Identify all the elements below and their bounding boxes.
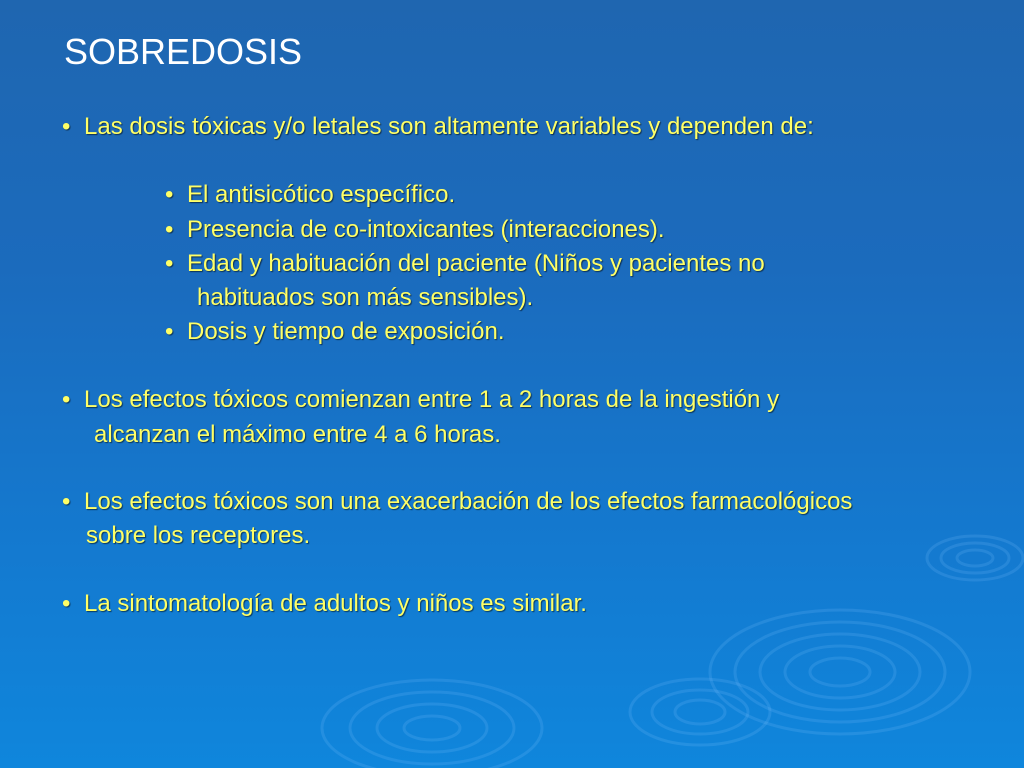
bullet-marker: • (62, 113, 71, 140)
bullet-text: La sintomatología de adultos y niños es similar. (84, 590, 587, 617)
bullet-line (62, 112, 814, 142)
bullet-continuation: alcanzan el máximo entre 4 a 6 horas. (94, 421, 501, 448)
bullet-marker: • (62, 590, 71, 617)
bullet-text: Presencia de co-intoxicantes (interacciones). (187, 216, 665, 243)
sub-bullet-line (165, 249, 765, 279)
slide-title: SOBREDOSIS (64, 31, 303, 72)
bullet-continuation: sobre los receptores. (86, 522, 311, 549)
bullet-marker: • (62, 488, 71, 515)
bullet-continuation: habituados son más sensibles). (197, 284, 534, 311)
bullet-text: Los efectos tóxicos son una exacerbación de los efectos farmacológicos (84, 488, 853, 515)
sub-bullet-line (165, 215, 665, 245)
bullet-marker: • (165, 250, 174, 277)
bullet-line (62, 487, 852, 517)
bullet-text: Las dosis tóxicas y/o letales son altamente variables y dependen de: (84, 113, 814, 140)
bullet-marker: • (165, 318, 174, 345)
bullet-text: Los efectos tóxicos comienzan entre 1 a 2 horas de la ingestión y (84, 386, 780, 413)
bullet-text: Edad y habituación del paciente (Niños y pacientes no (187, 250, 765, 277)
bullet-marker: • (165, 181, 174, 208)
bullet-text: Dosis y tiempo de exposición. (187, 318, 505, 345)
bullet-text: El antisicótico específico. (187, 181, 456, 208)
bullet-line (62, 385, 779, 415)
bullet-marker: • (165, 216, 174, 243)
bullet-marker: • (62, 386, 71, 413)
bullet-line (62, 589, 587, 619)
sub-bullet-line (165, 317, 504, 347)
sub-bullet-line (165, 180, 455, 210)
